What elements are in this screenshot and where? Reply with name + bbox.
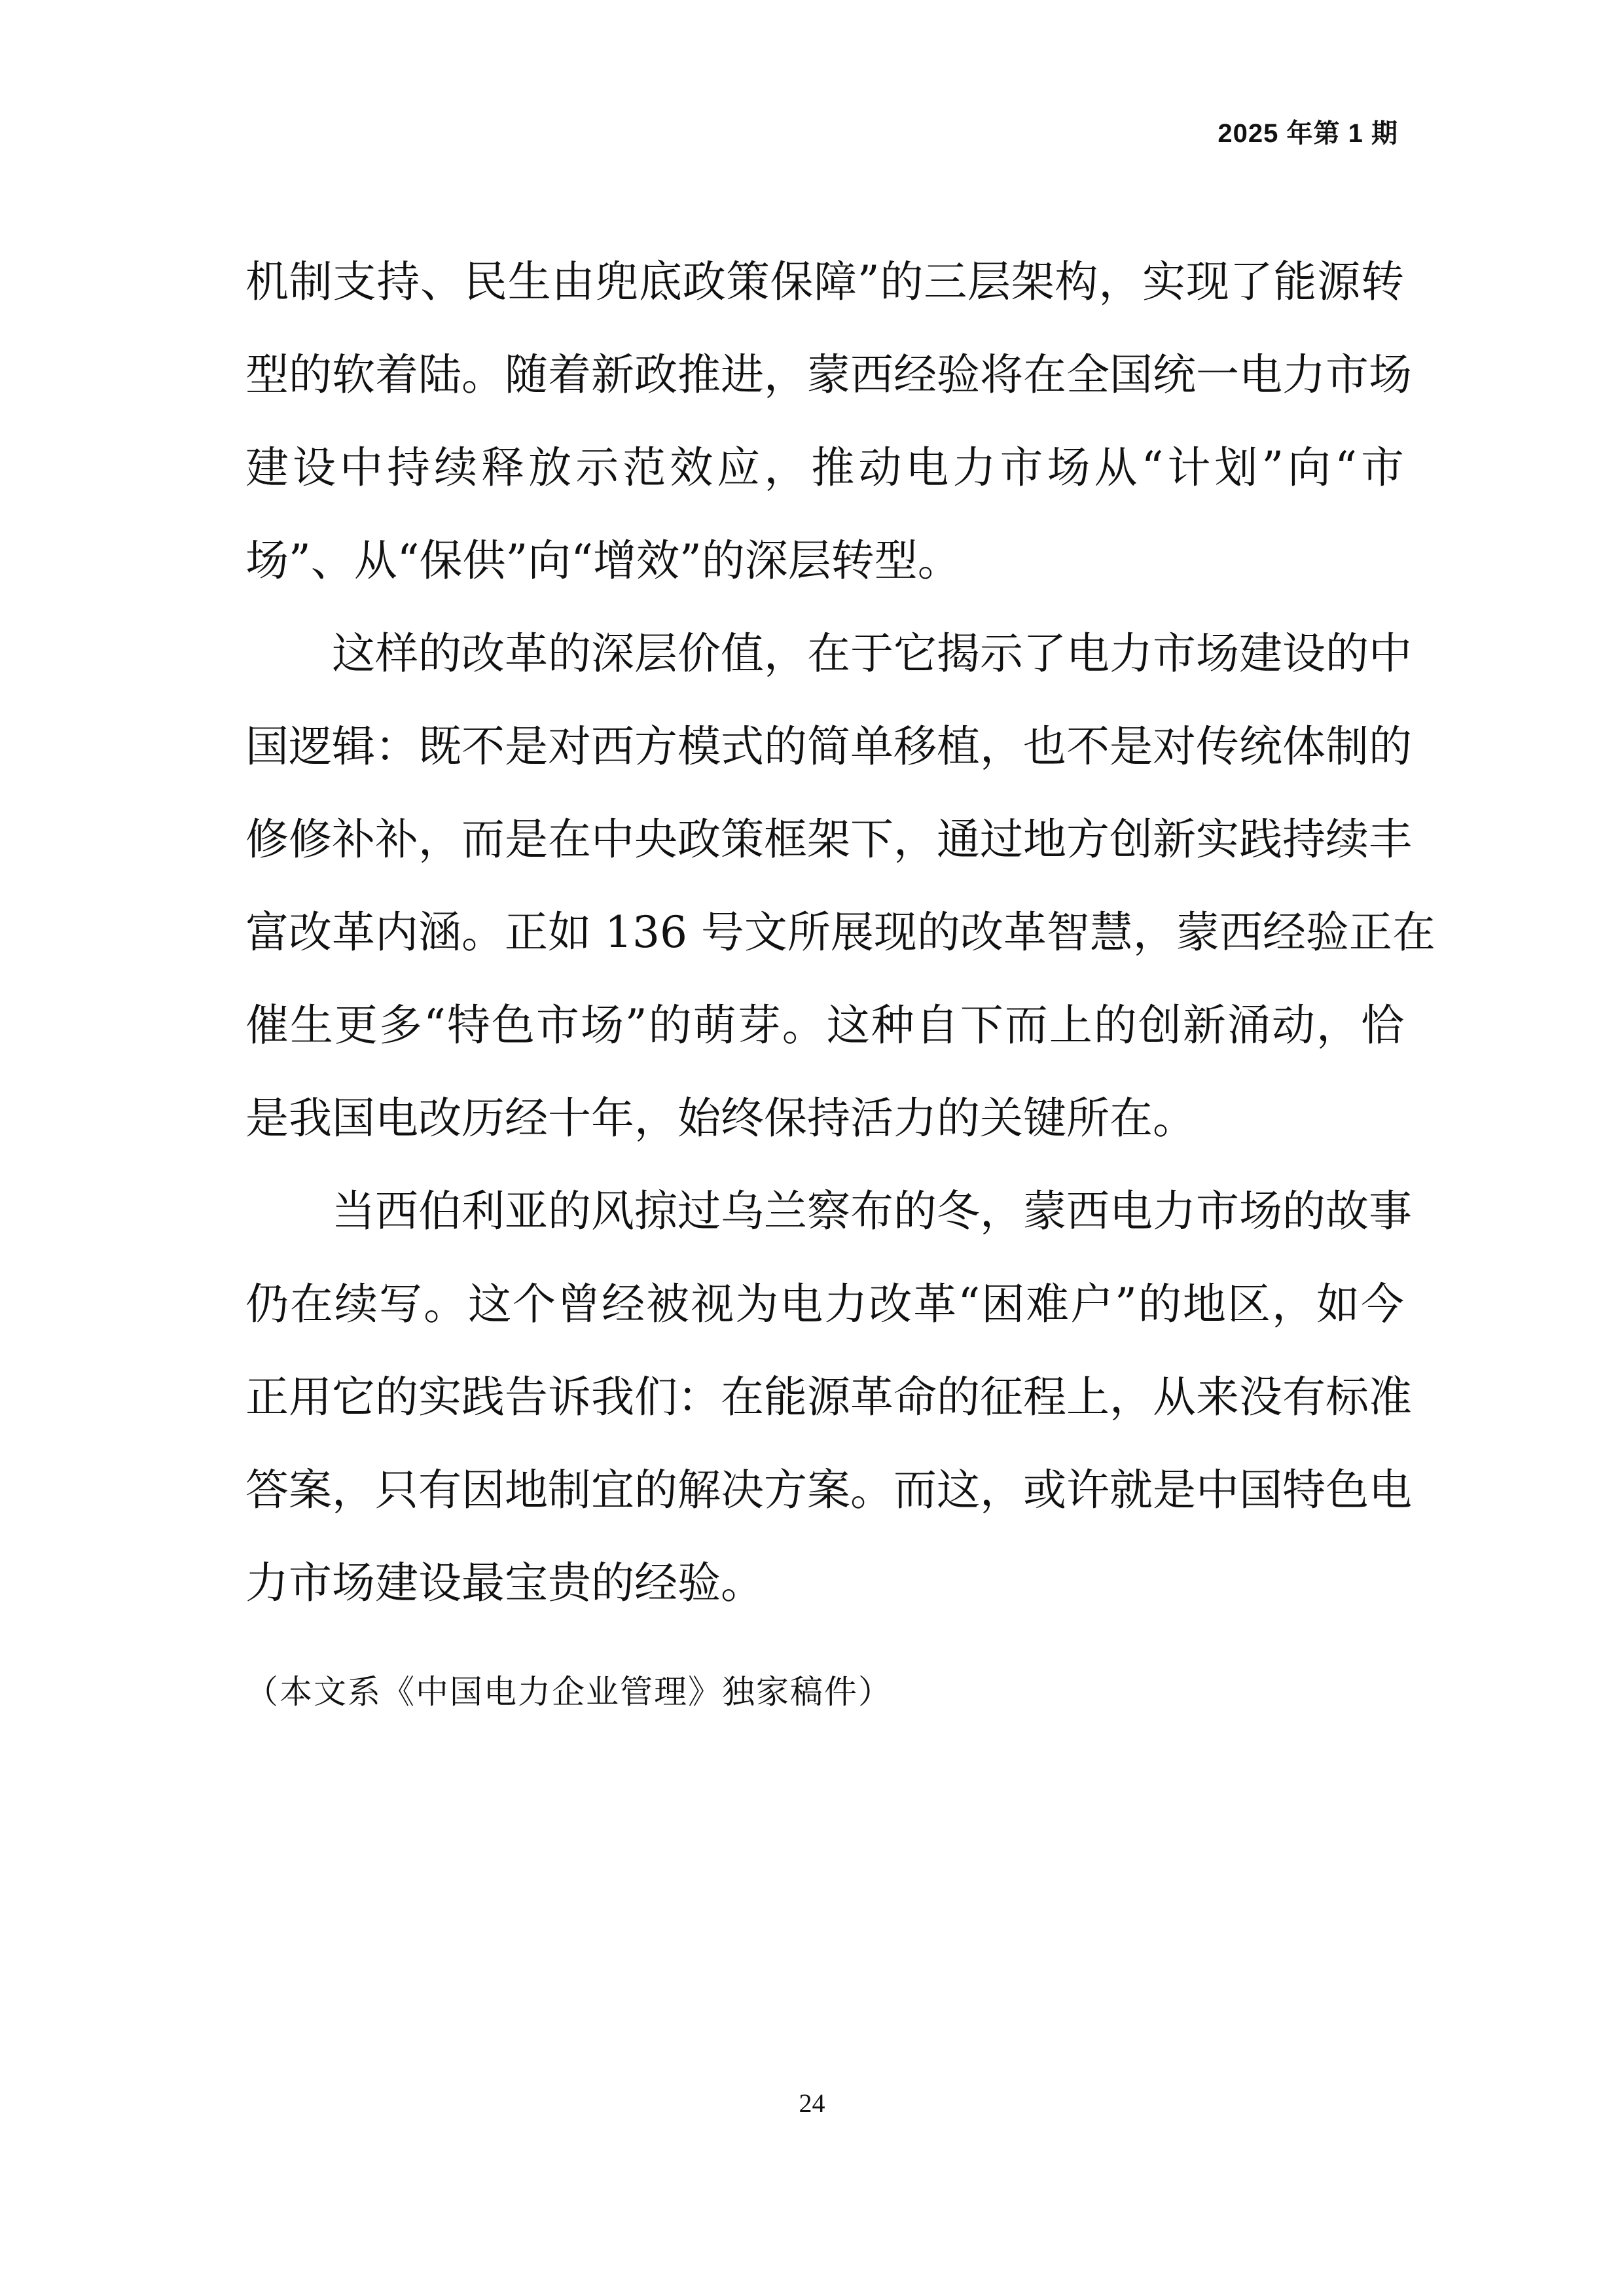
- text-line: 机制支持、民生由兜底政策保障”的三层架构，实现了能源转: [245, 257, 1404, 307]
- text-line: 国逻辑：既不是对西方模式的简单移植，也不是对传统体制的: [245, 721, 1412, 772]
- text-line: 催生更多“特色市场”的萌芽。这种自下而上的创新涌动，恰: [245, 1000, 1404, 1050]
- text-line: 型的软着陆。随着新政推进，蒙西经验将在全国统一电力市场: [245, 350, 1412, 400]
- text-line: 当西伯利亚的风掠过乌兰察布的冬，蒙西电力市场的故事: [245, 1186, 1412, 1236]
- article-body: [245, 236, 1435, 1630]
- text-line: 力市场建设最宝贵的经验。: [245, 1558, 764, 1608]
- page-number: 24: [799, 2089, 825, 2118]
- text-line: 场”、从“保供”向“增效”的深层转型。: [245, 535, 961, 586]
- issue-header: 2025 年第 1 期: [1218, 119, 1398, 148]
- source-note: （本文系《中国电力企业管理》独家稿件）: [245, 1673, 892, 1711]
- text-line: 修修补补，而是在中央政策框架下，通过地方创新实践持续丰: [245, 814, 1412, 865]
- text-line: 建设中持续释放示范效应，推动电力市场从“计划”向“市: [245, 442, 1404, 493]
- text-line: 是我国电改历经十年，始终保持活力的关键所在。: [245, 1093, 1196, 1143]
- paragraph-3: [245, 1165, 1412, 1630]
- text-line: 富改革内涵。正如 136 号文所展现的改革智慧，蒙西经验正在: [245, 907, 1435, 958]
- text-line: 这样的改革的深层价值，在于它揭示了电力市场建设的中: [245, 628, 1412, 679]
- paragraph-1: [245, 236, 1412, 607]
- paragraph-2: [245, 607, 1435, 1165]
- text-line: 答案，只有因地制宜的解决方案。而这，或许就是中国特色电: [245, 1465, 1412, 1515]
- text-line: 仍在续写。这个曾经被视为电力改革“困难户”的地区，如今: [245, 1279, 1404, 1329]
- text-line: 正用它的实践告诉我们：在能源革命的征程上，从来没有标准: [245, 1372, 1412, 1422]
